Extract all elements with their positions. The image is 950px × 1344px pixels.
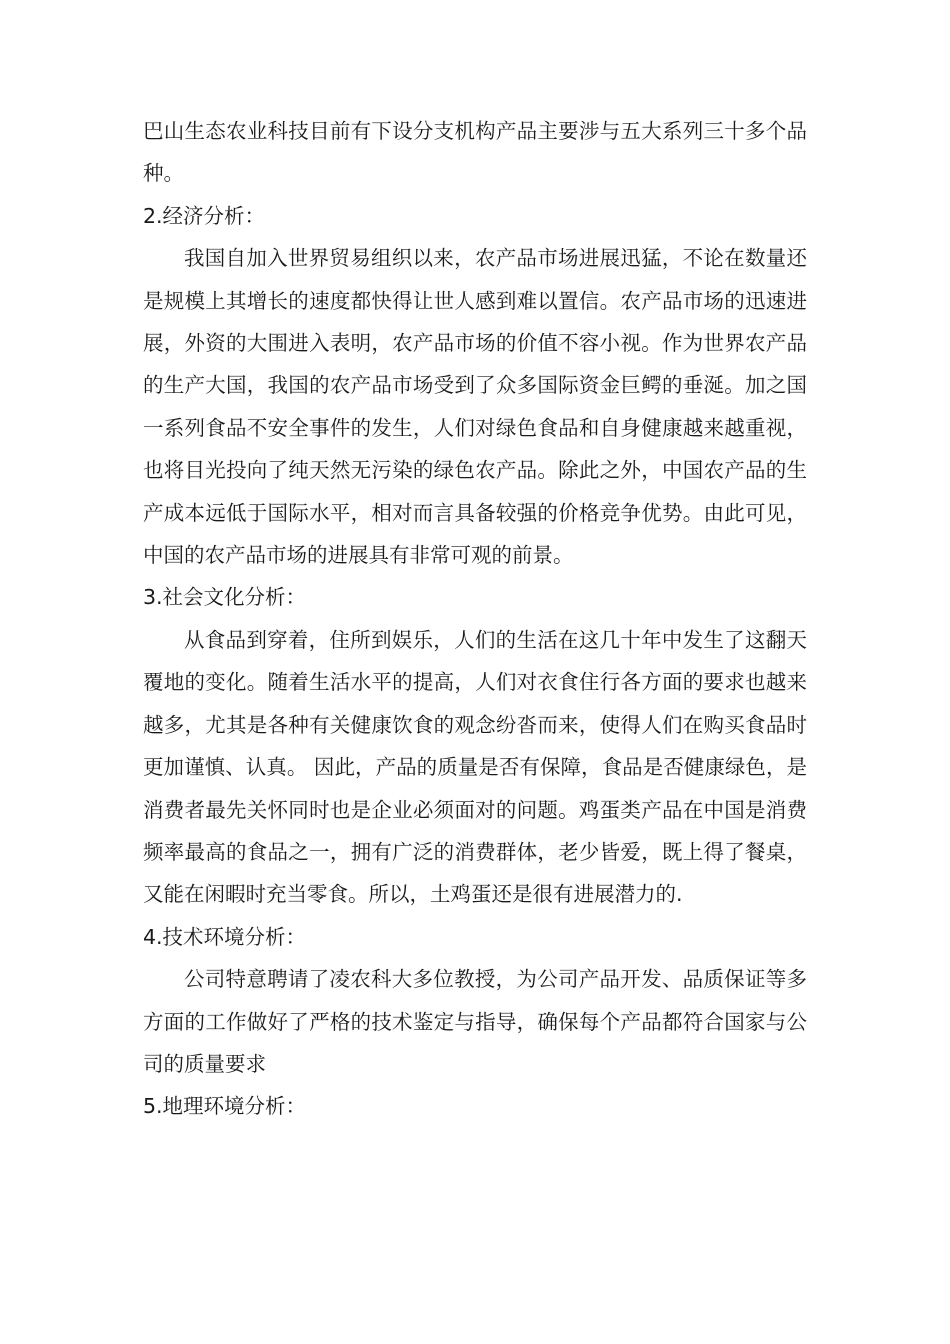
- section-body-technology: 公司特意聘请了凌农科大多位教授，为公司产品开发、品质保证等多方面的工作做好了严格的技术鉴定与指导，确保每个产品都符合国家与公司的质量要求: [143, 967, 807, 1076]
- section-heading-economic: 2.经济分析：: [143, 203, 266, 228]
- section-heading-geography: 5.地理环境分析：: [143, 1094, 307, 1119]
- section-body-economic: 我国自加入世界贸易组织以来，农产品市场进展迅猛，不论在数量还是规模上其增长的速度都快得让世人感到难以置信。农产品市场的迅速进展，外资的大围进入表明，农产品市场的价值不容小视。作为世界农产品的生产大国，我国的农产品市场受到了众多国际资金巨鳄的垂涎。加之国一系列食品不安全事件的发生，人们对绿色食品和自身健康越来越重视，也将目光投向了纯天然无污染的绿色农产品。除此之外，中国农产品的生产成本远低于国际水平，相对而言具备较强的价格竞争优势。由此可见，中国的农产品市场的进展具有非常可观的前景。: [143, 246, 807, 568]
- section-heading-social-culture: 3.社会文化分析：: [143, 585, 307, 610]
- intro-paragraph: 巴山生态农业科技目前有下设分支机构产品主要涉与五大系列三十多个品种。: [143, 119, 807, 186]
- document-body: [143, 110, 807, 1128]
- section-heading-technology: 4.技术环境分析：: [143, 924, 307, 949]
- section-body-social-culture: 从食品到穿着，住所到娱乐，人们的生活在这几十年中发生了这翻天覆地的变化。随着生活水平的提高，人们对衣食住行各方面的要求也越来越多，尤其是各种有关健康饮食的观念纷沓而来，使得人们在购买食品时更加谨慎、认真。 因此，产品的质量是否有保障，食品是否健康绿色，是消费者最先关怀同时也是企业必须面对的问题。鸡蛋类产品在中国是消费频率最高的食品之一，拥有广泛的消费群体，老少皆爱，既上得了餐桌，又能在闲暇时充当零食。所以，土鸡蛋还是很有进展潜力的.: [143, 627, 807, 907]
